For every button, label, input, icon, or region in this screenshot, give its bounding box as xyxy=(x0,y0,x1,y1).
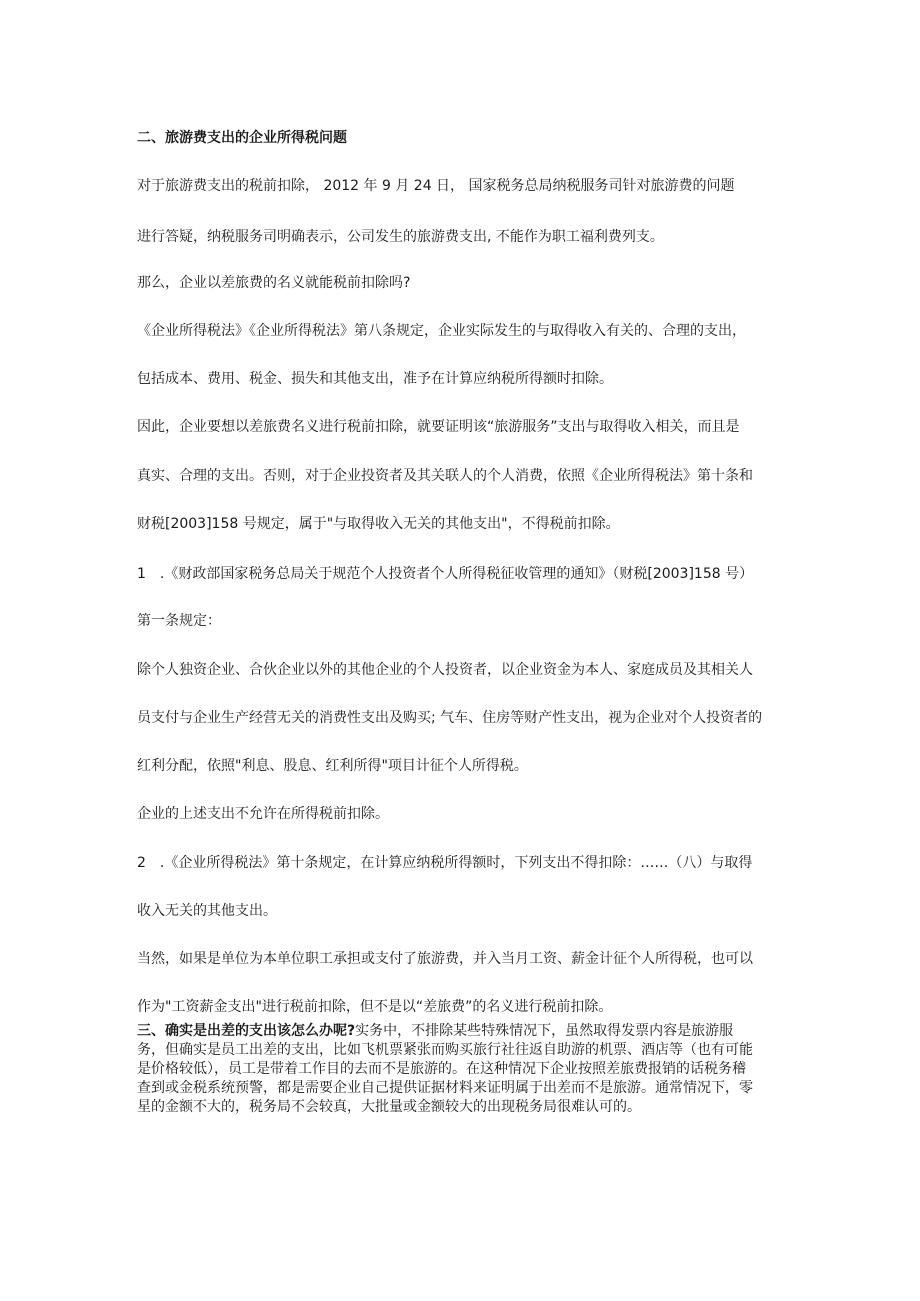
paragraph-line: 员支付与企业生产经营无关的消费性支出及购买; 气车、住房等财产性支出，视为企业对个人投资者的 xyxy=(137,710,763,726)
paragraph-line: 红利分配，依照"利息、股息、红利所得"项目计征个人所得税。 xyxy=(137,758,528,774)
section-3-paragraph xyxy=(137,1022,787,1117)
section-3-heading: 三、确实是出差的支出该怎么办呢? xyxy=(137,1023,356,1039)
paragraph-line: 因此，企业要想以差旅费名义进行税前扣除，就要证明该“旅游服务”支出与取得收入相关，而且是 xyxy=(137,419,740,435)
paragraph-line: 作为"工资薪金支出"进行税前扣除，但不是以“差旅费”的名义进行税前扣除。 xyxy=(137,999,613,1015)
paragraph-line: 包括成本、费用、税金、损失和其他支出，准予在计算应纳税所得额时扣除。 xyxy=(137,371,613,387)
paragraph-line: 《企业所得税法》《企业所得税法》第八条规定，企业实际发生的与取得收入有关的、合理的支出， xyxy=(137,323,746,339)
paragraph-line: 财税[2003]158 号规定，属于"与取得收入无关的其他支出"，不得税前扣除。 xyxy=(137,516,620,532)
paragraph-line: 1 .《财政部国家税务总局关于规范个人投资者个人所得税征收管理的通知》（财税[2003]158 号） xyxy=(137,566,754,582)
paragraph-line: 是价格较低），员工是带着工作目的去而不是旅游的。在这种情况下企业按照差旅费报销的话税务稽 xyxy=(137,1061,746,1077)
section-3-first-line: 实务中，不排除某些特殊情况下，虽然取得发票内容是旅游服 xyxy=(355,1023,734,1039)
paragraph-line: 务，但确实是员工出差的支出，比如飞机票紧张而购买旅行社往返自助游的机票、酒店等（也有可能 xyxy=(137,1042,753,1058)
paragraph-line: 第一条规定： xyxy=(137,613,221,629)
paragraph-line: 星的金额不大的，税务局不会较真，大批量或金额较大的出现税务局很难认可的。 xyxy=(137,1099,641,1115)
paragraph-line: 2 .《企业所得税法》第十条规定，在计算应纳税所得额时，下列支出不得扣除：……（八）与取得 xyxy=(137,855,753,871)
paragraph-line: 进行答疑，纳税服务司明确表示，公司发生的旅游费支出, 不能作为职工福利费列支。 xyxy=(137,229,664,245)
paragraph-line: 查到或金税系统预警，都是需要企业自己提供证据材料来证明属于出差而不是旅游。通常情况下，零 xyxy=(137,1080,753,1096)
paragraph-line: 对于旅游费支出的税前扣除， 2012 年 9 月 24 日， 国家税务总局纳税服务司针对旅游费的问题 xyxy=(137,178,735,194)
paragraph-line: 除个人独资企业、合伙企业以外的其他企业的个人投资者，以企业资金为本人、家庭成员及其相关人 xyxy=(137,662,753,678)
paragraph-line: 企业的上述支出不允许在所得税前扣除。 xyxy=(137,806,389,822)
paragraph-line: 收入无关的其他支出。 xyxy=(137,903,277,919)
paragraph-line: 真实、合理的支出。否则，对于企业投资者及其关联人的个人消费，依照《企业所得税法》第十条和 xyxy=(137,468,753,484)
paragraph-line: 那么，企业以差旅费的名义就能税前扣除吗? xyxy=(137,275,411,291)
paragraph-line: 当然，如果是单位为本单位职工承担或支付了旅游费，并入当月工资、薪金计征个人所得税，也可以 xyxy=(137,951,753,967)
section-2-heading: 二、旅游费支出的企业所得税问题 xyxy=(137,130,347,146)
paragraph-line xyxy=(137,1022,787,1041)
